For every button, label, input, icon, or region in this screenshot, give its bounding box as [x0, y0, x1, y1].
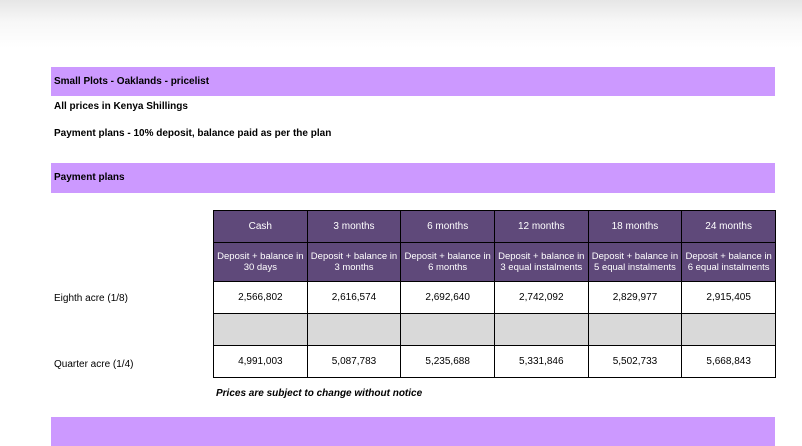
- section-band: [51, 163, 775, 193]
- price-cell: 2,742,092: [494, 282, 588, 314]
- empty-cell: [588, 314, 682, 346]
- column-header-18-months: 18 months: [588, 211, 682, 243]
- table-header-row: [214, 211, 776, 243]
- price-cell: 5,087,783: [307, 346, 401, 378]
- column-header-12-months: 12 months: [494, 211, 588, 243]
- plan-description-row: [214, 243, 776, 282]
- page-top-shadow: [0, 0, 802, 48]
- price-change-footnote: Prices are subject to change without notice: [216, 388, 423, 399]
- price-cell: 2,566,802: [214, 282, 308, 314]
- column-header-24-months: 24 months: [682, 211, 776, 243]
- row-label-eighth-acre: Eighth acre (1/8): [54, 293, 128, 304]
- price-cell: 5,235,688: [401, 346, 495, 378]
- price-cell: 4,991,003: [214, 346, 308, 378]
- empty-cell: [682, 314, 776, 346]
- empty-cell: [214, 314, 308, 346]
- table-row-quarter-acre: [214, 346, 776, 378]
- empty-cell: [494, 314, 588, 346]
- price-cell: 2,829,977: [588, 282, 682, 314]
- price-cell: 2,616,574: [307, 282, 401, 314]
- section-title: Payment plans: [54, 172, 125, 183]
- empty-cell: [401, 314, 495, 346]
- column-header-cash: Cash: [214, 211, 308, 243]
- plan-description-12-months: Deposit + balance in 3 equal instalments: [494, 243, 588, 282]
- column-header-3-months: 3 months: [307, 211, 401, 243]
- plan-description-3-months: Deposit + balance in 3 months: [307, 243, 401, 282]
- empty-cell: [307, 314, 401, 346]
- sheet-title: Small Plots - Oaklands - pricelist: [54, 76, 210, 87]
- bottom-band: [51, 417, 775, 446]
- column-header-6-months: 6 months: [401, 211, 495, 243]
- sheet-title-band: [51, 67, 775, 96]
- price-cell: 5,668,843: [682, 346, 776, 378]
- plan-description-24-months: Deposit + balance in 6 equal instalments: [682, 243, 776, 282]
- row-label-quarter-acre: Quarter acre (1/4): [54, 359, 134, 370]
- price-cell: 5,502,733: [588, 346, 682, 378]
- table-spacer-row: [214, 314, 776, 346]
- plan-description-cash: Deposit + balance in 30 days: [214, 243, 308, 282]
- currency-note: All prices in Kenya Shillings: [54, 101, 188, 112]
- price-cell: 5,331,846: [494, 346, 588, 378]
- price-cell: 2,692,640: [401, 282, 495, 314]
- plan-description-18-months: Deposit + balance in 5 equal instalments: [588, 243, 682, 282]
- price-table: [213, 210, 776, 378]
- plan-description-6-months: Deposit + balance in 6 months: [401, 243, 495, 282]
- table-row-eighth-acre: [214, 282, 776, 314]
- payment-plans-note: Payment plans - 10% deposit, balance paid as per the plan: [54, 128, 332, 139]
- price-cell: 2,915,405: [682, 282, 776, 314]
